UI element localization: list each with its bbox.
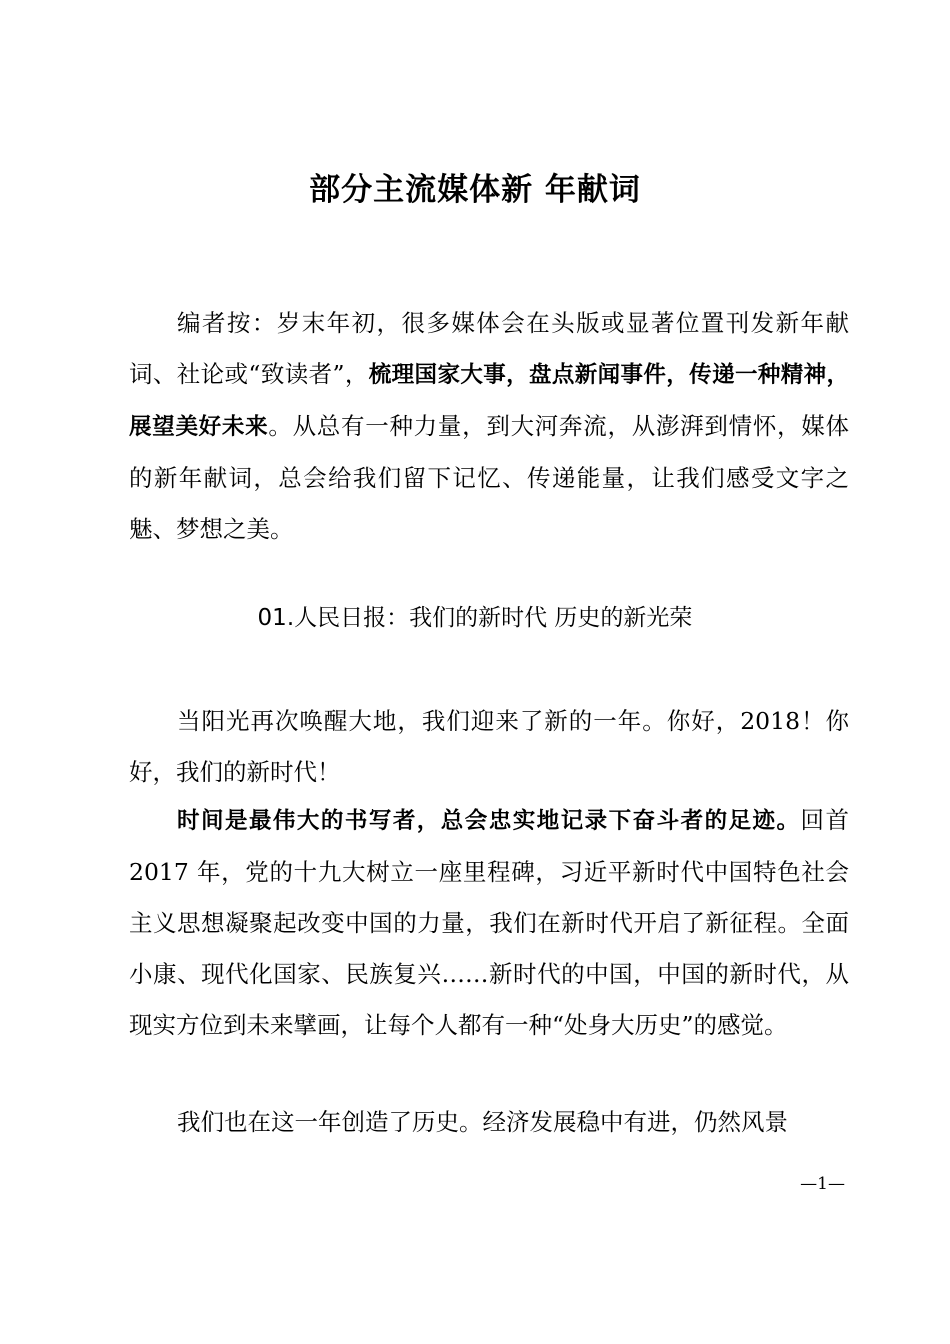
section-paragraph-2 [129, 795, 849, 1051]
document-title: 部分主流媒体新 年献词 [309, 172, 641, 208]
editor-note-paragraph [129, 298, 849, 555]
section-heading: 01.人民日报：我们的新时代 历史的新光荣 [257, 605, 693, 631]
editor-note-emphasis: 梳理国家大事，盘点新闻事件，传递一种精神，展望美好未来 [129, 362, 849, 440]
section-paragraph-2-emphasis: 时间是最伟大的书写者，总会忠实地记录下奋斗者的足迹。 [177, 808, 801, 834]
editor-note-text-continued: 。从总有一种力量，到大河奔流，从澎湃到情怀，媒体的新年献词，总会给我们留下记忆、传递能量，让我们感受文字之魅、梦想之美。 [129, 412, 849, 543]
page-number: —1— [800, 1174, 845, 1194]
section-paragraph-3: 我们也在这一年创造了历史。经济发展稳中有进，仍然风景 [177, 1108, 788, 1136]
section-paragraph-2-text: 回首 2017 年，党的十九大树立一座里程碑，习近平新时代中国特色社会主义思想凝聚起改变中国的力量，我们在新时代开启了新征程。全面小康、现代化国家、民族复兴……新时代的中国，中国的新时代，从现实方位到未来擘画，让每个人都有一种“处身大历史”的感觉。 [129, 806, 849, 1039]
editor-note-text: 编者按：岁末年初，很多媒体会在头版或显著位置刊发新年献词、社论或“致读者”， [129, 309, 849, 388]
section-paragraph-1: 当阳光再次唤醒大地，我们迎来了新的一年。你好，2018！你好，我们的新时代！ [129, 707, 849, 786]
